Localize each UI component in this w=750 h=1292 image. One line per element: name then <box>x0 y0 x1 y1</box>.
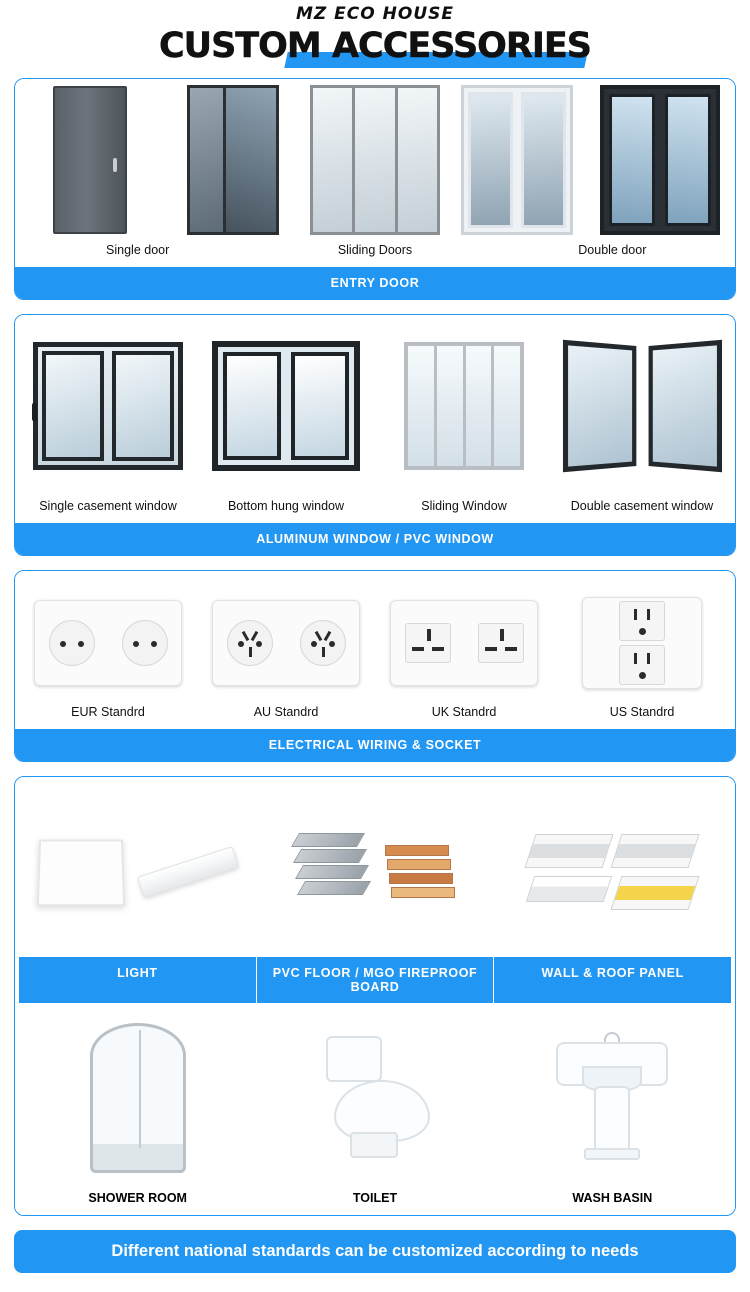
footer-banner: Different national standards can be customized according to needs <box>14 1230 736 1273</box>
window-row <box>19 321 731 523</box>
product-caption: TOILET <box>352 1191 398 1205</box>
product-cell[interactable] <box>375 589 553 729</box>
section-bar-light: LIGHT <box>19 957 257 1003</box>
product-caption: Bottom hung window <box>227 499 345 513</box>
brand-name: MZ ECO HOUSE <box>296 4 454 24</box>
product-cell[interactable] <box>19 589 197 729</box>
product-caption: Sliding Doors <box>337 243 413 257</box>
entry-door-row <box>19 85 731 235</box>
au-socket-icon <box>197 589 375 697</box>
product-caption: Double door <box>578 243 647 257</box>
section-entry-door <box>14 78 736 300</box>
product-cell[interactable] <box>494 787 731 957</box>
window-panel <box>15 315 735 523</box>
product-caption: AU Standrd <box>253 705 319 719</box>
wash-basin-icon <box>494 1013 731 1183</box>
bathroom-captions <box>19 1183 731 1215</box>
single-door-glass-icon <box>161 85 303 235</box>
light-panel-icon <box>19 787 256 957</box>
product-cell[interactable] <box>553 321 731 523</box>
product-cell[interactable] <box>256 787 493 957</box>
shower-room-icon <box>19 1013 256 1183</box>
product-caption: WASH BASIN <box>572 1191 653 1205</box>
eur-socket-icon <box>19 589 197 697</box>
socket-panel <box>15 571 735 729</box>
product-cell[interactable] <box>197 321 375 523</box>
double-door-white-icon <box>446 85 588 235</box>
product-caption: UK Standrd <box>431 705 497 719</box>
section-socket <box>14 570 736 762</box>
section-bar-floor: PVC FLOOR / MGO FIREPROOF BOARD <box>257 957 495 1003</box>
product-cell[interactable] <box>19 321 197 523</box>
product-cell[interactable] <box>161 85 303 235</box>
product-cell[interactable] <box>19 1013 256 1183</box>
section-bar-window: ALUMINUM WINDOW / PVC WINDOW <box>15 523 735 555</box>
product-caption: SHOWER ROOM <box>88 1191 187 1205</box>
product-cell[interactable] <box>19 85 161 235</box>
product-caption: Double casement window <box>570 499 714 513</box>
casement-window-icon <box>19 321 197 491</box>
product-caption: Single casement window <box>39 499 177 513</box>
socket-row <box>19 589 731 729</box>
sliding-door-icon <box>304 85 446 235</box>
product-cell[interactable] <box>589 85 731 235</box>
uk-socket-icon <box>375 589 553 697</box>
materials-bars <box>19 957 731 1003</box>
entry-door-captions <box>19 235 731 267</box>
product-caption: EUR Standrd <box>71 705 145 719</box>
materials-row <box>19 787 731 957</box>
wall-roof-panel-icon <box>494 787 731 957</box>
bathroom-row <box>19 1003 731 1183</box>
product-cell[interactable] <box>375 321 553 523</box>
product-caption: Sliding Window <box>421 499 507 513</box>
pvc-board-icon <box>256 787 493 957</box>
entry-door-panel <box>15 79 735 267</box>
single-door-icon <box>19 85 161 235</box>
product-cell[interactable] <box>256 1013 493 1183</box>
toilet-icon <box>256 1013 493 1183</box>
product-cell[interactable] <box>494 1013 731 1183</box>
section-window <box>14 314 736 556</box>
product-cell[interactable] <box>553 589 731 729</box>
us-socket-icon <box>553 589 731 697</box>
materials-panel <box>15 777 735 1215</box>
section-bar-entry-door: ENTRY DOOR <box>15 267 735 299</box>
section-materials <box>14 776 736 1216</box>
product-cell[interactable] <box>19 787 256 957</box>
product-cell[interactable] <box>304 85 446 235</box>
sliding-window-icon <box>375 321 553 491</box>
title-wrap <box>0 22 750 72</box>
page-title: CUSTOM ACCESSORIES <box>158 26 591 66</box>
double-casement-window-icon <box>553 321 731 491</box>
product-cell[interactable] <box>197 589 375 729</box>
section-bar-wallroof: WALL & ROOF PANEL <box>494 957 731 1003</box>
bottom-hung-window-icon <box>197 321 375 491</box>
product-cell[interactable] <box>446 85 588 235</box>
double-door-icon <box>589 85 731 235</box>
section-bar-socket: ELECTRICAL WIRING & SOCKET <box>15 729 735 761</box>
product-caption: Single door <box>106 243 170 257</box>
poster-header <box>0 0 750 78</box>
product-caption: US Standrd <box>609 705 675 719</box>
